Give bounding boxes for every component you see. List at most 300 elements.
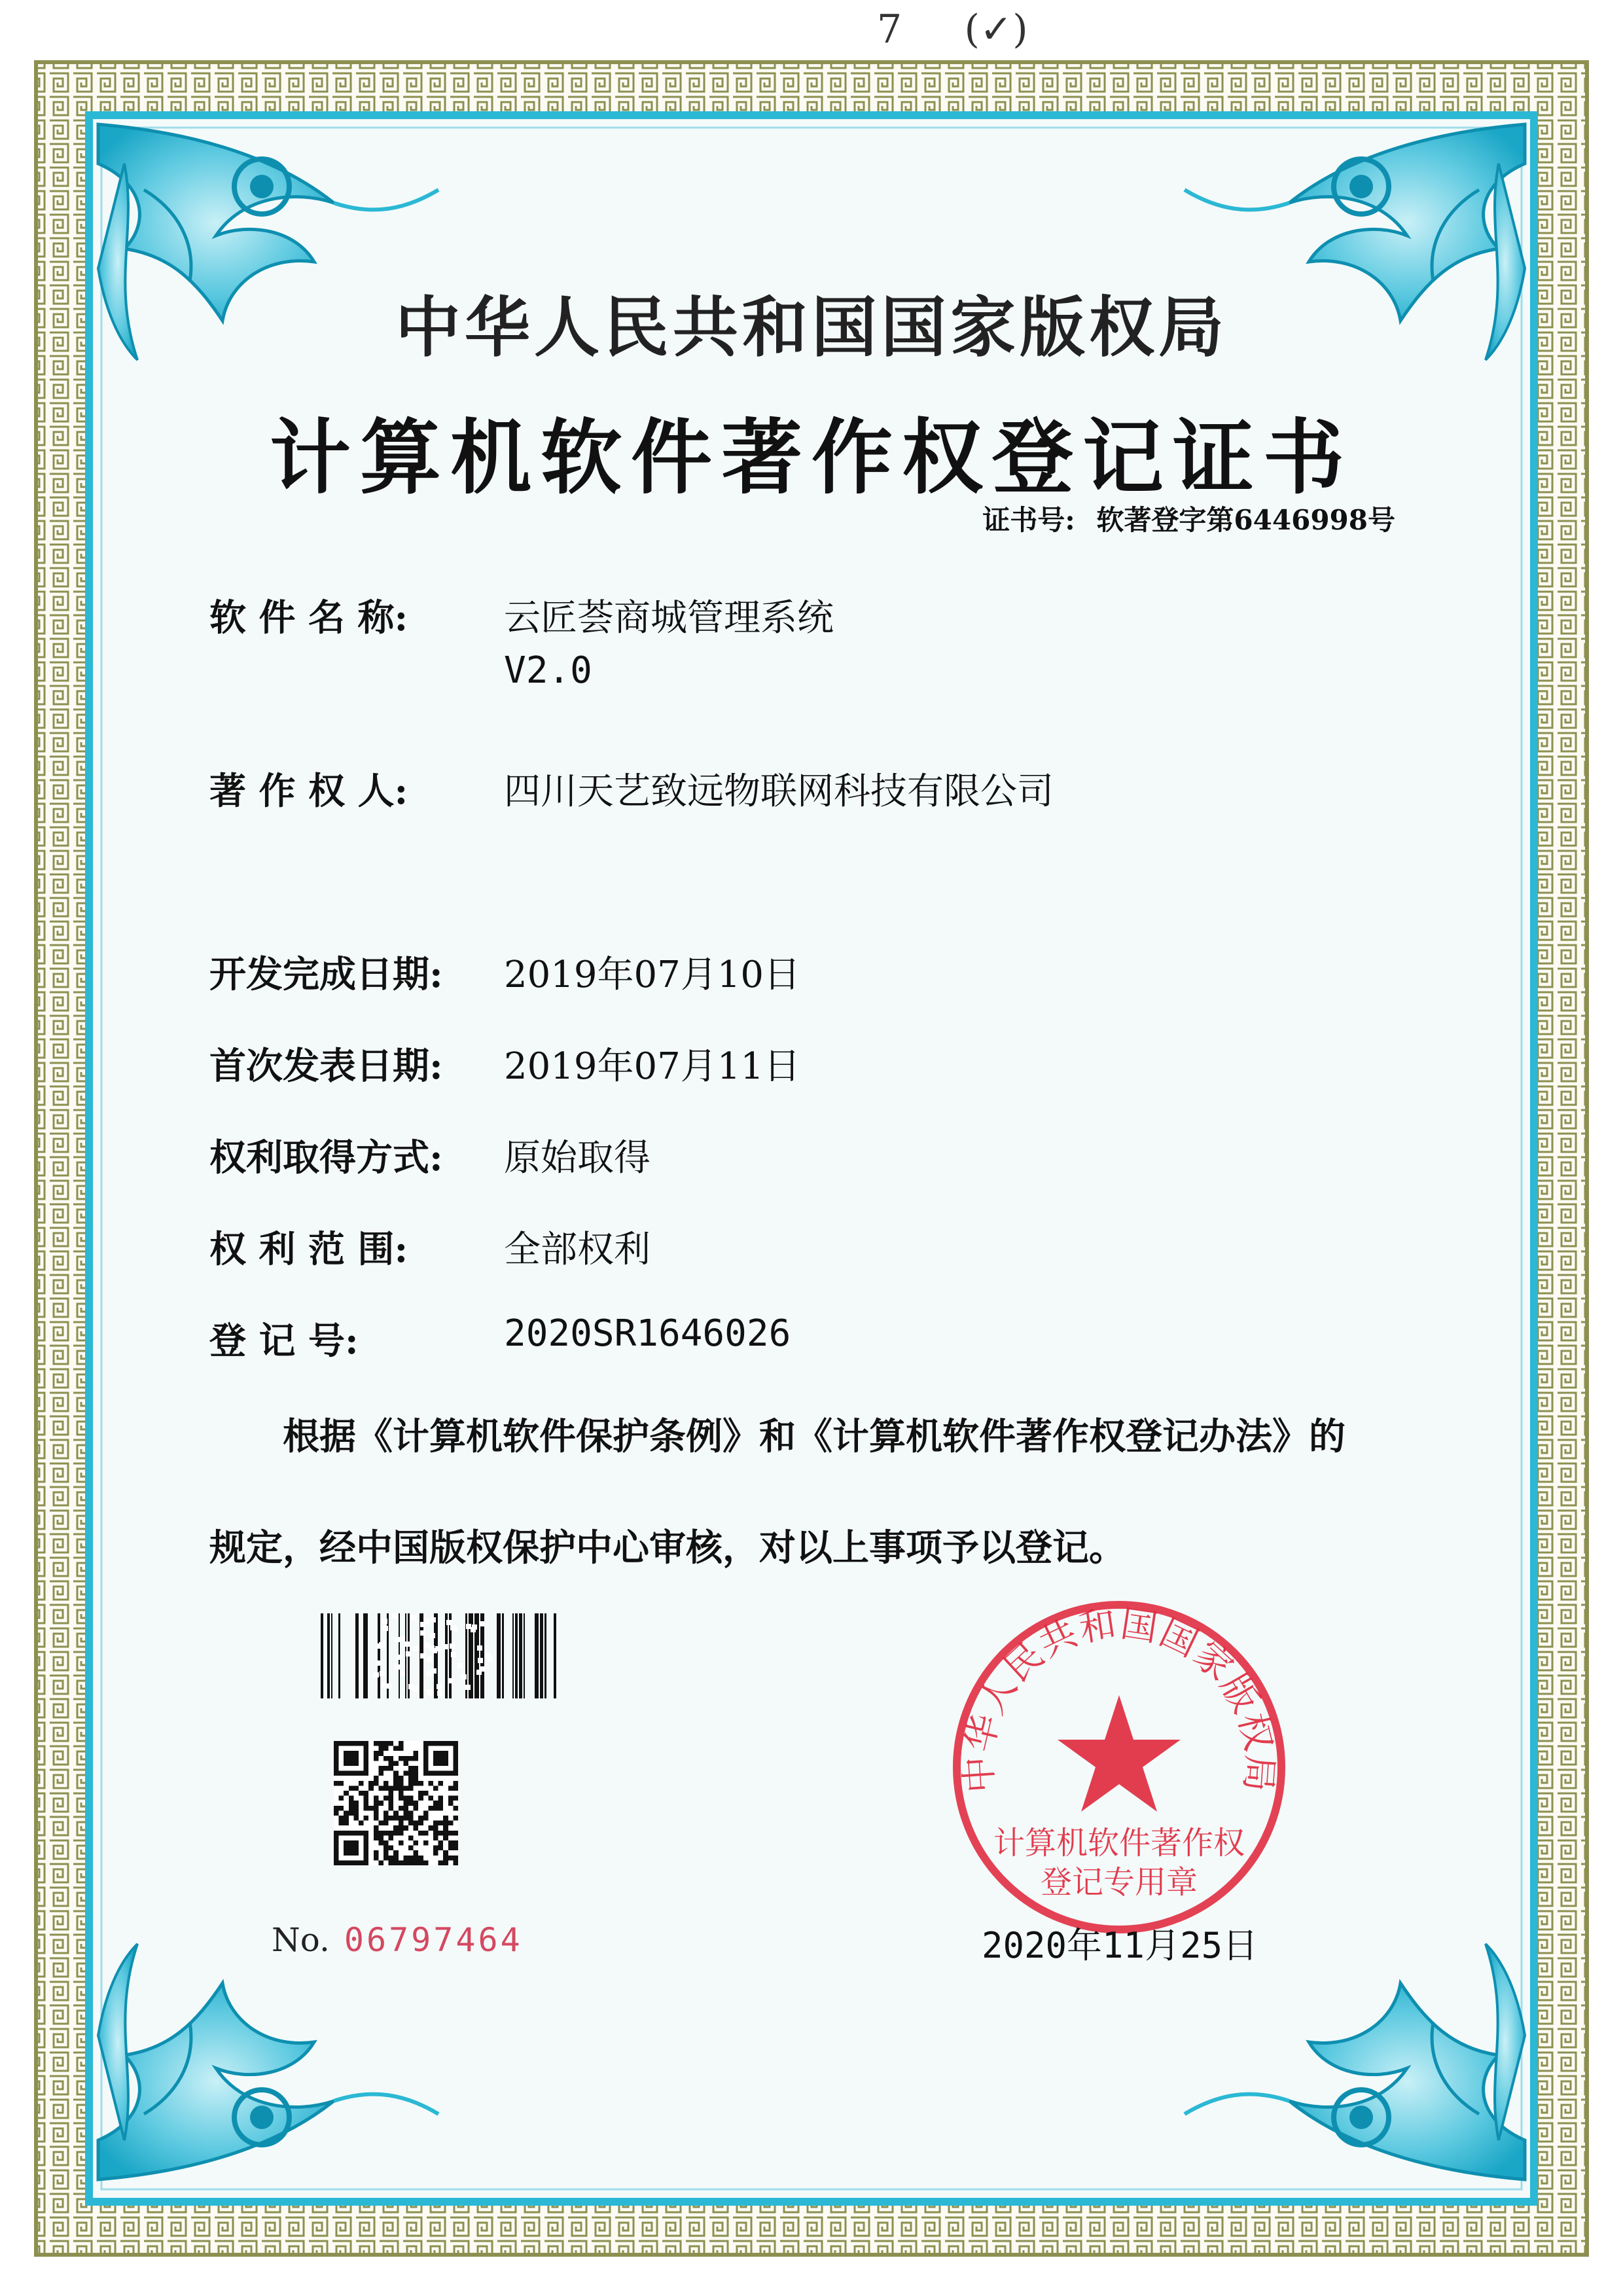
qr-module	[408, 1810, 414, 1816]
qr-module	[448, 1796, 454, 1801]
qr-module	[349, 1785, 354, 1791]
qr-module	[403, 1756, 408, 1761]
barcode-gap	[486, 1653, 491, 1659]
qr-module	[389, 1766, 394, 1771]
handwritten-mark: 7 (✓)	[877, 7, 1028, 52]
field-value: 全部权利	[504, 1229, 651, 1271]
barcode-bar	[515, 1613, 518, 1698]
barcode-gap	[437, 1684, 442, 1689]
barcode-gap	[425, 1619, 430, 1624]
qr-module	[438, 1860, 444, 1865]
qr-module	[403, 1825, 408, 1831]
qr-module	[414, 1860, 419, 1865]
qr-module	[389, 1816, 394, 1821]
qr-module	[399, 1806, 404, 1811]
qr-module	[378, 1771, 383, 1776]
barcode-gap	[420, 1653, 425, 1659]
barcode-gap	[426, 1671, 431, 1676]
qr-module	[344, 1816, 349, 1821]
barcode-bar	[338, 1613, 340, 1698]
qr-module	[448, 1801, 454, 1806]
qr-module	[383, 1846, 389, 1851]
barcode-gap	[387, 1683, 392, 1689]
qr-module	[433, 1850, 438, 1856]
qr-module	[453, 1860, 458, 1865]
qr-module	[399, 1741, 404, 1746]
qr-module	[344, 1821, 349, 1826]
qr-module	[378, 1766, 383, 1771]
barcode-gap	[420, 1622, 425, 1627]
field-registration-no	[209, 1312, 791, 1365]
qr-module	[383, 1781, 389, 1786]
barcode-gap	[430, 1633, 435, 1638]
qr-module	[383, 1821, 389, 1826]
qr-module	[393, 1816, 399, 1821]
qr-module	[414, 1806, 419, 1811]
barcode-bar	[554, 1613, 556, 1698]
qr-module	[438, 1801, 444, 1806]
certificate-number-value: 软著登字第6446998号	[1096, 504, 1395, 536]
field-value: 原始取得	[504, 1137, 651, 1179]
qr-module	[408, 1766, 414, 1771]
field-label: 权 利 范 围:	[209, 1228, 408, 1271]
qr-module	[403, 1785, 408, 1791]
field-software-name	[209, 589, 834, 692]
qr-module	[399, 1840, 404, 1846]
qr-module	[428, 1796, 433, 1801]
qr-module	[399, 1831, 404, 1836]
qr-module	[353, 1801, 359, 1806]
qr-module	[443, 1856, 448, 1861]
field-value: 云匠荟商城管理系统	[504, 597, 834, 639]
qr-module	[389, 1846, 394, 1851]
qr-module	[428, 1825, 433, 1831]
field-label: 首次发表日期:	[209, 1045, 443, 1088]
qr-module	[414, 1776, 419, 1781]
qr-module	[433, 1831, 438, 1836]
qr-module	[374, 1825, 379, 1831]
qr-module	[374, 1831, 379, 1836]
qr-module	[408, 1756, 414, 1761]
qr-module	[378, 1835, 383, 1840]
qr-module	[399, 1756, 404, 1761]
barcode-gap	[392, 1613, 397, 1619]
qr-module	[393, 1785, 399, 1791]
qr-module	[448, 1785, 454, 1791]
barcode-gap	[431, 1668, 437, 1674]
qr-module	[399, 1781, 404, 1786]
qr-module	[433, 1801, 438, 1806]
qr-module	[453, 1840, 458, 1846]
qr-module	[383, 1796, 389, 1801]
qr-module	[408, 1771, 414, 1776]
qr-module	[383, 1831, 389, 1836]
statement-line-1: 根据《计算机软件保护条例》和《计算机软件著作权登记办法》的	[283, 1415, 1346, 1458]
qr-module	[389, 1806, 394, 1811]
barcode-gap	[452, 1626, 457, 1632]
qr-module	[418, 1781, 423, 1786]
qr-module	[349, 1806, 354, 1811]
qr-module	[414, 1771, 419, 1776]
qr-module	[443, 1860, 448, 1865]
barcode-gap	[400, 1671, 405, 1676]
field-rights-scope	[209, 1221, 651, 1273]
qr-module	[383, 1810, 389, 1816]
qr-module	[443, 1821, 448, 1826]
qr-module	[364, 1806, 369, 1811]
qr-module	[423, 1831, 429, 1836]
qr-module	[414, 1781, 419, 1786]
qr-module	[418, 1856, 423, 1861]
qr-module	[423, 1860, 429, 1865]
qr-module	[374, 1751, 379, 1756]
barcode-bar	[378, 1613, 380, 1698]
barcode-bar	[544, 1613, 546, 1698]
serial-number	[272, 1921, 523, 1959]
qr-module	[433, 1835, 438, 1840]
barcode-gap	[420, 1630, 425, 1636]
barcode-gap	[461, 1674, 467, 1679]
qr-module	[393, 1825, 399, 1831]
qr-module	[374, 1776, 379, 1781]
qr-module	[408, 1846, 414, 1851]
qr-module	[389, 1796, 394, 1801]
qr-module	[408, 1835, 414, 1840]
qr-module	[408, 1860, 414, 1865]
qr-module	[448, 1840, 454, 1846]
qr-module	[389, 1756, 394, 1761]
qr-module	[393, 1781, 399, 1786]
qr-module	[383, 1766, 389, 1771]
field-label: 开发完成日期:	[209, 953, 443, 996]
qr-module	[433, 1846, 438, 1851]
barcode-gap	[432, 1648, 437, 1653]
field-first-publish-date	[209, 1037, 800, 1090]
qr-module	[393, 1761, 399, 1766]
barcode-gap	[477, 1645, 482, 1651]
statement-line-2: 规定，经中国版权保护中心审核，对以上事项予以登记。	[209, 1526, 1126, 1570]
serial-label: No.	[272, 1921, 330, 1959]
qr-module	[443, 1850, 448, 1856]
qr-module	[374, 1810, 379, 1816]
issuer-title: 中华人民共和国国家版权局	[395, 289, 1228, 366]
qr-module	[378, 1831, 383, 1836]
star-icon	[1058, 1695, 1181, 1812]
qr-module	[364, 1791, 369, 1796]
qr-module	[389, 1741, 394, 1746]
qr-module	[374, 1796, 379, 1801]
barcode-bar	[540, 1613, 543, 1698]
barcode-gap	[376, 1660, 382, 1666]
qr-module	[378, 1785, 383, 1791]
qr-module	[403, 1761, 408, 1766]
qr-module	[353, 1785, 359, 1791]
qr-module	[408, 1776, 414, 1781]
barcode-bar	[321, 1613, 323, 1698]
qr-module	[453, 1816, 458, 1821]
qr-module	[443, 1825, 448, 1831]
qr-module	[438, 1831, 444, 1836]
qr-module	[399, 1821, 404, 1826]
barcode-bar	[445, 1613, 448, 1698]
barcode-gap	[374, 1672, 379, 1677]
qr-module	[453, 1831, 458, 1836]
qr-module	[399, 1825, 404, 1831]
qr-module	[448, 1856, 454, 1861]
field-acquisition-method	[209, 1129, 651, 1181]
qr-module	[374, 1816, 379, 1821]
qr-module	[448, 1846, 454, 1851]
qr-module	[408, 1856, 414, 1861]
barcode-gap	[457, 1663, 463, 1668]
barcode-gap	[471, 1627, 476, 1632]
qr-module	[428, 1781, 433, 1786]
certificate-number	[971, 499, 1395, 538]
qr-module	[414, 1766, 419, 1771]
qr-module	[389, 1856, 394, 1861]
qr-module	[408, 1821, 414, 1826]
qr-module	[374, 1781, 379, 1786]
barcode-gap	[437, 1691, 442, 1696]
qr-module	[359, 1821, 364, 1826]
qr-module	[433, 1785, 438, 1791]
barcode-gap	[446, 1620, 452, 1625]
barcode-bar	[355, 1613, 359, 1698]
barcode-gap	[380, 1671, 385, 1676]
qr-module	[359, 1781, 364, 1786]
field-value: 2019年07月11日	[504, 1045, 801, 1088]
qr-module	[389, 1785, 394, 1791]
seal-line-1: 计算机软件著作权	[993, 1825, 1245, 1861]
qr-module	[448, 1831, 454, 1836]
qr-module	[423, 1791, 429, 1796]
qr-module	[403, 1860, 408, 1865]
qr-module	[399, 1776, 404, 1781]
field-label: 软 件 名 称:	[209, 596, 408, 639]
qr-module	[378, 1821, 383, 1826]
barcode-gap	[428, 1691, 433, 1696]
barcode-bar	[363, 1613, 368, 1698]
qr-module	[408, 1785, 414, 1791]
serial-value: 06797464	[344, 1921, 523, 1959]
barcode-gap	[448, 1678, 453, 1683]
qr-module	[349, 1796, 354, 1801]
qr-module	[443, 1816, 448, 1821]
qr-module	[378, 1860, 383, 1865]
qr-module	[453, 1785, 458, 1791]
qr-module	[393, 1771, 399, 1776]
barcode-gap	[397, 1655, 402, 1660]
qr-module	[378, 1751, 383, 1756]
barcode-gap	[425, 1643, 430, 1648]
barcode-gap	[377, 1643, 382, 1649]
qr-finder-center	[433, 1751, 448, 1766]
barcode-gap	[395, 1637, 400, 1642]
barcode-bar	[519, 1613, 522, 1698]
qr-module	[399, 1791, 404, 1796]
barcode-gap	[382, 1682, 387, 1687]
barcode-gap	[479, 1621, 484, 1626]
qr-module	[428, 1806, 433, 1811]
qr-module	[383, 1850, 389, 1856]
barcode-gap	[443, 1644, 448, 1649]
qr-module	[403, 1806, 408, 1811]
qr-module	[393, 1776, 399, 1781]
barcode-gap	[382, 1619, 387, 1624]
barcode	[321, 1613, 556, 1698]
barcode-gap	[395, 1664, 400, 1670]
qr-code	[334, 1741, 458, 1865]
qr-module	[393, 1746, 399, 1751]
qr-module	[443, 1831, 448, 1836]
qr-module	[403, 1801, 408, 1806]
certificate-title: 计算机软件著作权登记证书	[269, 410, 1353, 505]
qr-module	[393, 1860, 399, 1865]
qr-module	[423, 1816, 429, 1821]
barcode-bar	[331, 1613, 332, 1698]
qr-module	[364, 1796, 369, 1801]
qr-module	[418, 1821, 423, 1826]
qr-module	[453, 1796, 458, 1801]
barcode-gap	[431, 1617, 436, 1623]
barcode-gap	[450, 1643, 455, 1649]
qr-finder-center	[344, 1840, 359, 1856]
qr-module	[389, 1860, 394, 1865]
qr-module	[438, 1821, 444, 1826]
qr-module	[344, 1791, 349, 1796]
qr-module	[349, 1801, 354, 1806]
qr-module	[403, 1816, 408, 1821]
qr-module	[349, 1810, 354, 1816]
qr-module	[453, 1856, 458, 1861]
barcode-gap	[413, 1646, 418, 1651]
qr-module	[339, 1816, 344, 1821]
qr-module	[453, 1806, 458, 1811]
qr-module	[344, 1810, 349, 1816]
qr-module	[389, 1835, 394, 1840]
qr-module	[364, 1801, 369, 1806]
qr-module	[403, 1856, 408, 1861]
qr-module	[353, 1806, 359, 1811]
qr-module	[368, 1806, 374, 1811]
qr-module	[408, 1801, 414, 1806]
qr-module	[408, 1796, 414, 1801]
barcode-gap	[427, 1657, 432, 1662]
qr-module	[383, 1741, 389, 1746]
barcode-gap	[412, 1615, 417, 1621]
barcode-gap	[476, 1670, 482, 1675]
barcode-gap	[478, 1658, 483, 1663]
qr-module	[418, 1796, 423, 1801]
qr-module	[438, 1781, 444, 1786]
qr-module	[378, 1741, 383, 1746]
qr-module	[374, 1806, 379, 1811]
qr-module	[334, 1806, 339, 1811]
barcode-gap	[451, 1652, 456, 1657]
qr-module	[399, 1785, 404, 1791]
qr-module	[339, 1781, 344, 1786]
qr-module	[353, 1810, 359, 1816]
statement-paragraph	[209, 1381, 1453, 1604]
qr-module	[374, 1756, 379, 1761]
qr-module	[393, 1831, 399, 1836]
field-label: 权利取得方式:	[209, 1136, 443, 1179]
seal-line-2: 登记专用章	[1040, 1864, 1198, 1901]
qr-module	[383, 1840, 389, 1846]
qr-module	[359, 1791, 364, 1796]
field-value: 2020SR1646026	[504, 1312, 791, 1355]
official-seal	[949, 1597, 1289, 1937]
qr-module	[383, 1785, 389, 1791]
qr-module	[399, 1816, 404, 1821]
barcode-bar	[512, 1613, 514, 1698]
qr-module	[423, 1840, 429, 1846]
qr-module	[414, 1821, 419, 1826]
qr-finder-center	[344, 1751, 359, 1766]
qr-module	[418, 1791, 423, 1796]
barcode-gap	[383, 1626, 388, 1631]
qr-module	[423, 1810, 429, 1816]
issue-date: 2020年11月25日	[982, 1925, 1258, 1966]
barcode-gap	[404, 1641, 410, 1647]
qr-module	[393, 1856, 399, 1861]
qr-module	[414, 1751, 419, 1756]
qr-module	[383, 1746, 389, 1751]
qr-module	[433, 1825, 438, 1831]
qr-module	[393, 1810, 399, 1816]
qr-module	[378, 1840, 383, 1846]
qr-module	[418, 1860, 423, 1865]
qr-module	[383, 1816, 389, 1821]
field-label: 登 记 号:	[209, 1319, 359, 1363]
field-dev-complete-date	[209, 946, 800, 998]
barcode-gap	[465, 1685, 471, 1690]
qr-module	[414, 1856, 419, 1861]
qr-module	[364, 1816, 369, 1821]
qr-module	[438, 1846, 444, 1851]
qr-module	[399, 1860, 404, 1865]
field-label: 著 作 权 人:	[209, 770, 408, 813]
barcode-gap	[408, 1684, 414, 1689]
qr-module	[353, 1816, 359, 1821]
qr-module	[418, 1831, 423, 1836]
barcode-bar	[327, 1613, 330, 1698]
qr-module	[438, 1840, 444, 1846]
qr-module	[378, 1746, 383, 1751]
qr-module	[414, 1756, 419, 1761]
certificate-number-label: 证书号:	[982, 504, 1075, 536]
qr-module	[378, 1801, 383, 1806]
qr-module	[389, 1791, 394, 1796]
qr-module	[389, 1831, 394, 1836]
qr-module	[389, 1801, 394, 1806]
qr-module	[399, 1796, 404, 1801]
qr-module	[399, 1746, 404, 1751]
qr-module	[403, 1810, 408, 1816]
qr-module	[339, 1796, 344, 1801]
seal-arc-text: 中华人民共和国国家版权局	[957, 1602, 1281, 1795]
qr-module	[414, 1801, 419, 1806]
qr-module	[383, 1756, 389, 1761]
qr-module	[414, 1850, 419, 1856]
qr-module	[393, 1850, 399, 1856]
field-value: 四川天艺致远物联网科技有限公司	[504, 770, 1054, 813]
qr-module	[448, 1821, 454, 1826]
qr-module	[443, 1835, 448, 1840]
qr-module	[403, 1771, 408, 1776]
qr-module	[374, 1741, 379, 1746]
qr-module	[374, 1856, 379, 1861]
